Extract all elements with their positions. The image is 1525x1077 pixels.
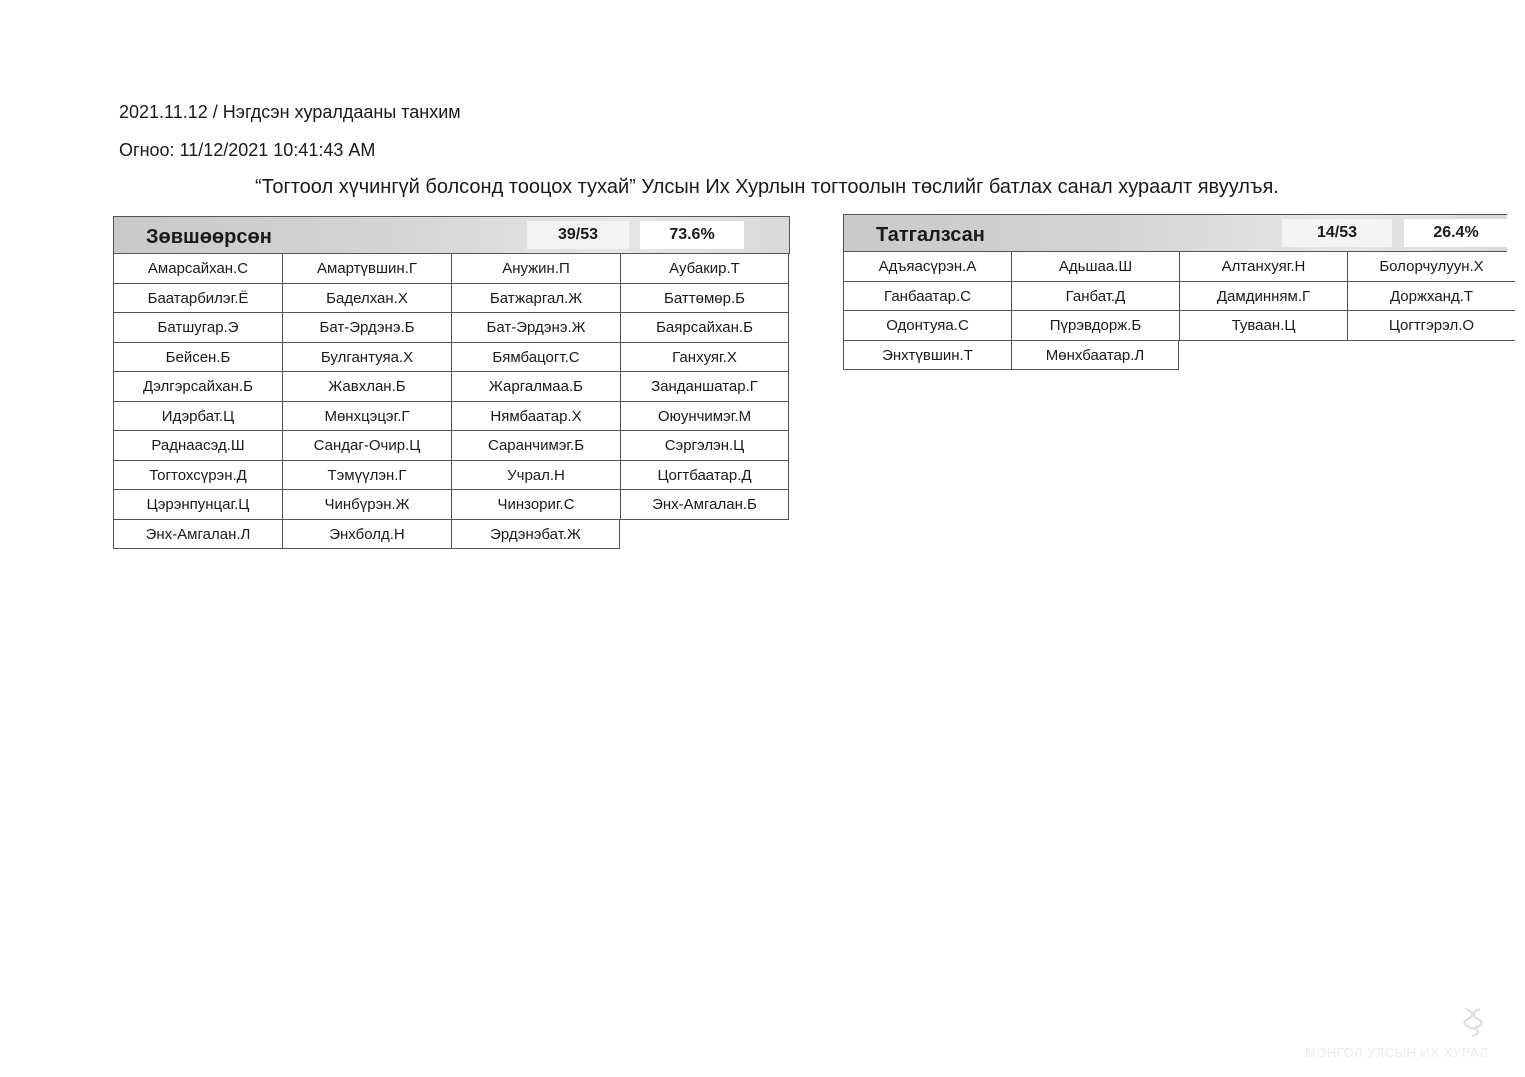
approved-name-cell: Бямбацогт.С: [451, 343, 620, 373]
approved-name-cell: Чинзориг.С: [451, 490, 620, 520]
approved-name-cell: Энхболд.Н: [282, 520, 451, 550]
approved-name-cell: Бат-Эрдэнэ.Ж: [451, 313, 620, 343]
approved-name-cell: Учрал.Н: [451, 461, 620, 491]
rejected-name-cell: Мөнхбаатар.Л: [1011, 341, 1179, 371]
approved-name-cell: Энх-Амгалан.Б: [620, 490, 789, 520]
approved-name-cell: Ганхуяг.Х: [620, 343, 789, 373]
approved-name-cell: Батжаргал.Ж: [451, 284, 620, 314]
approved-name-cell: Жавхлан.Б: [282, 372, 451, 402]
approved-name-cell: Занданшатар.Г: [620, 372, 789, 402]
approved-name-cell: Цогтбаатар.Д: [620, 461, 789, 491]
approved-name-cell: Анужин.П: [451, 254, 620, 284]
rejected-name-cell: Пүрэвдорж.Б: [1011, 311, 1179, 341]
approved-name-cell: Чинбүрэн.Ж: [282, 490, 451, 520]
rejected-name-cell: Одонтуяа.С: [843, 311, 1011, 341]
approved-name-cell: Булгантуяа.Х: [282, 343, 451, 373]
approved-name-cell: Идэрбат.Ц: [113, 402, 282, 432]
approved-name-cell: Оюунчимэг.М: [620, 402, 789, 432]
approved-name-cell: Аубакир.Т: [620, 254, 789, 284]
rejected-name-cell: Адъяасүрэн.А: [843, 252, 1011, 282]
approved-block: [113, 216, 790, 549]
watermark-text: МОНГОЛ УЛСЫН ИХ ХУРАЛ: [1305, 1045, 1489, 1060]
rejected-percent: 26.4%: [1404, 219, 1508, 247]
rejected-name-cell: Энхтүвшин.Т: [843, 341, 1011, 371]
approved-name-cell: Жаргалмаа.Б: [451, 372, 620, 402]
approved-percent: 73.6%: [640, 221, 744, 249]
approved-name-cell: Баярсайхан.Б: [620, 313, 789, 343]
approved-name-cell: Мөнхцэцэг.Г: [282, 402, 451, 432]
rejected-name-cell: Ганбат.Д: [1011, 282, 1179, 312]
approved-name-cell: Баделхан.Х: [282, 284, 451, 314]
rejected-name-cell: Доржханд.Т: [1347, 282, 1515, 312]
rejected-header: [843, 214, 1507, 252]
approved-name-cell: Сэргэлэн.Ц: [620, 431, 789, 461]
approved-name-cell: Амарсайхан.С: [113, 254, 282, 284]
rejected-name-cell: Болорчулуун.Х: [1347, 252, 1515, 282]
rejected-names-table: [843, 252, 1507, 370]
session-datetime: Огноо: 11/12/2021 10:41:43 AM: [119, 140, 376, 160]
approved-name-cell: Сандаг-Очир.Ц: [282, 431, 451, 461]
rejected-name-cell: Дамдинням.Г: [1179, 282, 1347, 312]
state-emblem-icon: [1460, 1006, 1486, 1038]
approved-name-cell: Энх-Амгалан.Л: [113, 520, 282, 550]
approved-name-cell: Тэмүүлэн.Г: [282, 461, 451, 491]
approved-name-cell: Эрдэнэбат.Ж: [451, 520, 620, 550]
approved-name-cell: Батшугар.Э: [113, 313, 282, 343]
rejected-name-cell: Адьшаа.Ш: [1011, 252, 1179, 282]
rejected-count: 14/53: [1282, 219, 1392, 247]
approved-header: [113, 216, 790, 254]
rejected-name-cell: Туваан.Ц: [1179, 311, 1347, 341]
rejected-block: [843, 214, 1507, 370]
approved-names-table: [113, 254, 790, 549]
vote-title: “Тогтоол хүчингүй болсонд тооцох тухай” Улсын Их Хурлын тогтоолын төслийг батлах санал хураалт явуулъя.: [255, 176, 1279, 198]
approved-name-cell: Баатарбилэг.Ё: [113, 284, 282, 314]
approved-name-cell: Саранчимэг.Б: [451, 431, 620, 461]
rejected-name-cell: Ганбаатар.С: [843, 282, 1011, 312]
rejected-name-cell: Алтанхуяг.Н: [1179, 252, 1347, 282]
approved-name-cell: Баттөмөр.Б: [620, 284, 789, 314]
approved-name-cell: Бейсен.Б: [113, 343, 282, 373]
approved-name-cell: Амартүвшин.Г: [282, 254, 451, 284]
approved-name-cell: Дэлгэрсайхан.Б: [113, 372, 282, 402]
rejected-name-cell: Цогтгэрэл.О: [1347, 311, 1515, 341]
approved-name-cell: Раднаасэд.Ш: [113, 431, 282, 461]
approved-name-cell: Тогтохсүрэн.Д: [113, 461, 282, 491]
approved-name-cell: Нямбаатар.Х: [451, 402, 620, 432]
approved-name-cell: Цэрэнпунцаг.Ц: [113, 490, 282, 520]
session-location: 2021.11.12 / Нэгдсэн хуралдааны танхим: [119, 102, 461, 122]
rejected-label: Татгалзсан: [876, 224, 985, 246]
approved-count: 39/53: [527, 221, 629, 249]
approved-label: Зөвшөөрсөн: [146, 226, 272, 248]
approved-name-cell: Бат-Эрдэнэ.Б: [282, 313, 451, 343]
